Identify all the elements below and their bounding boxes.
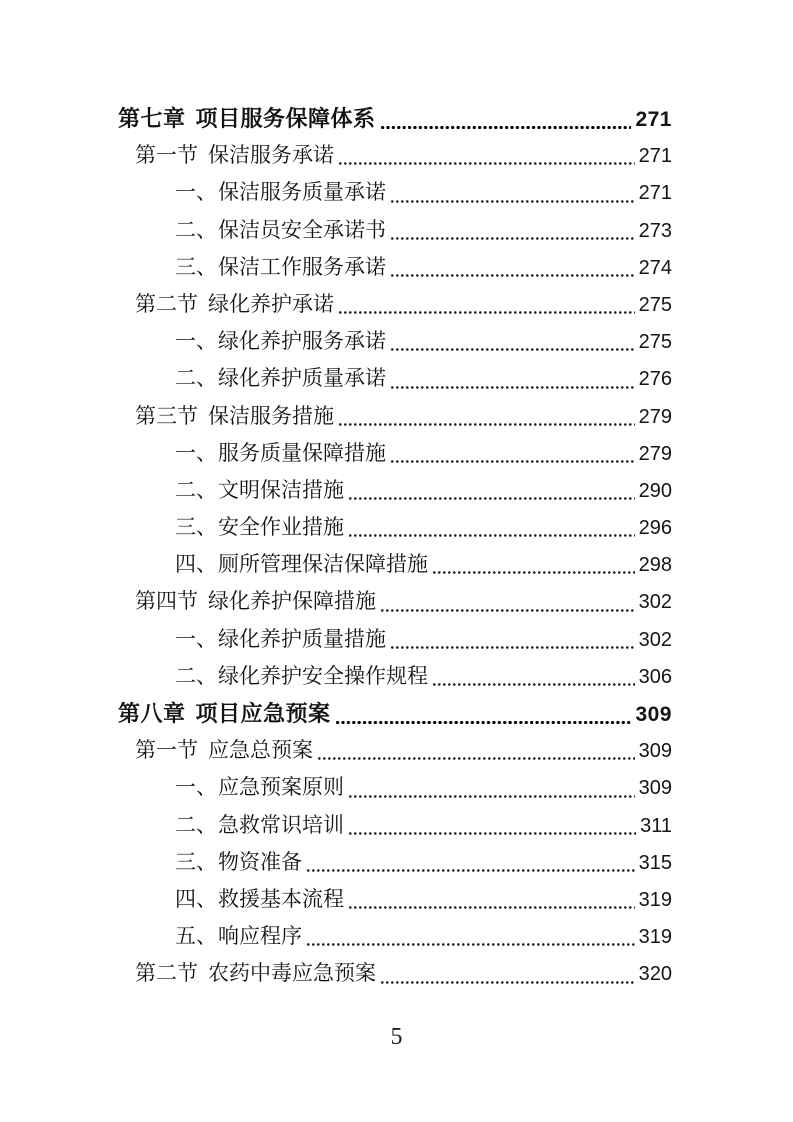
dot-leader bbox=[391, 460, 635, 463]
toc-entry[interactable] bbox=[118, 807, 672, 844]
page-number: 5 bbox=[390, 1024, 403, 1050]
toc-entry-title: 保洁服务承诺 bbox=[208, 143, 334, 168]
toc-entry-label: 一、 bbox=[175, 775, 217, 800]
toc-entry-title: 厕所管理保洁保障措施 bbox=[218, 552, 428, 577]
toc-entry[interactable] bbox=[118, 174, 672, 211]
dot-leader bbox=[391, 386, 635, 389]
toc-entry-page-number: 275 bbox=[638, 331, 672, 354]
toc-entry-title: 服务质量保障措施 bbox=[218, 440, 386, 465]
dot-leader bbox=[349, 497, 635, 500]
toc-entry[interactable] bbox=[118, 583, 672, 620]
dot-leader bbox=[339, 162, 635, 165]
dot-leader bbox=[381, 609, 635, 612]
toc-entry[interactable] bbox=[118, 918, 672, 955]
toc-entry-page-number: 309 bbox=[638, 740, 672, 763]
toc-entry-label: 第一节 bbox=[135, 738, 198, 763]
toc-entry-page-number: 309 bbox=[635, 703, 672, 726]
toc-entry[interactable] bbox=[118, 286, 672, 323]
toc-entry-page-number: 296 bbox=[638, 517, 672, 540]
dot-leader bbox=[433, 683, 635, 686]
dot-leader bbox=[349, 795, 635, 798]
toc-entry-label: 二、 bbox=[175, 366, 217, 391]
toc-entry[interactable] bbox=[118, 137, 672, 174]
toc-entry-page-number: 274 bbox=[638, 256, 672, 279]
toc-entry-page-number: 271 bbox=[638, 182, 672, 205]
dot-leader bbox=[349, 534, 635, 537]
toc-entry-title: 绿化养护服务承诺 bbox=[218, 329, 386, 354]
toc-entry-page-number: 290 bbox=[638, 479, 672, 502]
dot-leader bbox=[336, 721, 632, 724]
toc-entry-page-number: 298 bbox=[638, 554, 672, 577]
toc-entry-page-number: 271 bbox=[635, 108, 672, 131]
toc-entry-label: 一、 bbox=[175, 329, 217, 354]
toc-entry-label: 二、 bbox=[175, 663, 217, 688]
dot-leader bbox=[391, 646, 635, 649]
toc-entry[interactable] bbox=[118, 249, 672, 286]
toc-entry-title: 保洁工作服务承诺 bbox=[218, 254, 386, 279]
toc-entry[interactable] bbox=[118, 881, 672, 918]
toc-entry-label: 四、 bbox=[175, 552, 217, 577]
toc-entry-title: 绿化养护承诺 bbox=[208, 291, 334, 316]
toc-entry-page-number: 309 bbox=[638, 777, 672, 800]
toc-entry[interactable] bbox=[118, 435, 672, 472]
toc-entry-label: 一、 bbox=[175, 440, 217, 465]
toc-entry-title: 保洁服务质量承诺 bbox=[218, 180, 386, 205]
toc-entry-title: 农药中毒应急预案 bbox=[208, 961, 376, 986]
dot-leader bbox=[307, 943, 635, 946]
toc-entry-title: 应急总预案 bbox=[208, 738, 313, 763]
toc-entry[interactable] bbox=[118, 398, 672, 435]
toc-entry-title: 救援基本流程 bbox=[218, 886, 344, 911]
dot-leader bbox=[433, 571, 635, 574]
toc-entry-page-number: 302 bbox=[638, 591, 672, 614]
page-footer bbox=[0, 1024, 793, 1051]
table-of-contents bbox=[118, 100, 672, 993]
toc-entry-label: 第八章 bbox=[118, 701, 186, 726]
toc-entry-page-number: 273 bbox=[638, 219, 672, 242]
dot-leader bbox=[391, 237, 635, 240]
toc-entry[interactable] bbox=[118, 658, 672, 695]
toc-entry[interactable] bbox=[118, 323, 672, 360]
toc-entry-label: 二、 bbox=[175, 477, 217, 502]
toc-entry-title: 急救常识培训 bbox=[218, 812, 344, 837]
dot-leader bbox=[381, 126, 632, 129]
toc-entry[interactable] bbox=[118, 509, 672, 546]
toc-entry-label: 一、 bbox=[175, 180, 217, 205]
toc-entry[interactable] bbox=[118, 621, 672, 658]
toc-entry-label: 三、 bbox=[175, 254, 217, 279]
toc-entry-title: 项目服务保障体系 bbox=[195, 106, 376, 131]
toc-entry[interactable] bbox=[118, 695, 672, 732]
toc-entry[interactable] bbox=[118, 212, 672, 249]
toc-entry-page-number: 279 bbox=[638, 442, 672, 465]
toc-entry[interactable] bbox=[118, 100, 672, 137]
toc-entry-label: 第二节 bbox=[135, 961, 198, 986]
toc-entry-label: 二、 bbox=[175, 217, 217, 242]
toc-entry-page-number: 275 bbox=[638, 293, 672, 316]
toc-entry-label: 第三节 bbox=[135, 403, 198, 428]
toc-entry-label: 三、 bbox=[175, 515, 217, 540]
dot-leader bbox=[349, 906, 635, 909]
toc-entry-title: 应急预案原则 bbox=[218, 775, 344, 800]
dot-leader bbox=[381, 981, 635, 984]
toc-entry-label: 一、 bbox=[175, 626, 217, 651]
toc-entry-title: 保洁员安全承诺书 bbox=[218, 217, 386, 242]
toc-entry-title: 文明保洁措施 bbox=[218, 477, 344, 502]
toc-entry[interactable] bbox=[118, 472, 672, 509]
toc-entry[interactable] bbox=[118, 546, 672, 583]
toc-entry[interactable] bbox=[118, 769, 672, 806]
dot-leader bbox=[339, 423, 635, 426]
toc-entry-label: 第七章 bbox=[118, 106, 186, 131]
dot-leader bbox=[391, 274, 635, 277]
toc-entry-label: 第二节 bbox=[135, 291, 198, 316]
toc-entry-title: 绿化养护安全操作规程 bbox=[218, 663, 428, 688]
toc-entry-page-number: 271 bbox=[638, 145, 672, 168]
toc-entry-title: 物资准备 bbox=[218, 849, 302, 874]
toc-entry-title: 响应程序 bbox=[218, 924, 302, 949]
toc-entry-page-number: 319 bbox=[638, 926, 672, 949]
toc-entry-label: 四、 bbox=[175, 886, 217, 911]
toc-entry[interactable] bbox=[118, 360, 672, 397]
toc-entry-page-number: 319 bbox=[638, 888, 672, 911]
toc-entry-title: 绿化养护质量承诺 bbox=[218, 366, 386, 391]
toc-entry-label: 五、 bbox=[175, 924, 217, 949]
toc-entry-page-number: 306 bbox=[638, 665, 672, 688]
toc-entry-title: 项目应急预案 bbox=[195, 701, 331, 726]
toc-entry-label: 第四节 bbox=[135, 589, 198, 614]
toc-entry[interactable] bbox=[118, 732, 672, 769]
toc-entry-title: 安全作业措施 bbox=[218, 515, 344, 540]
toc-entry-title: 保洁服务措施 bbox=[208, 403, 334, 428]
toc-entry[interactable] bbox=[118, 955, 672, 992]
toc-entry-label: 三、 bbox=[175, 849, 217, 874]
dot-leader bbox=[391, 200, 635, 203]
toc-entry-label: 第一节 bbox=[135, 143, 198, 168]
toc-entry-title: 绿化养护保障措施 bbox=[208, 589, 376, 614]
toc-entry-page-number: 276 bbox=[638, 368, 672, 391]
dot-leader bbox=[339, 311, 635, 314]
toc-entry-page-number: 311 bbox=[640, 814, 672, 837]
toc-entry-page-number: 320 bbox=[638, 963, 672, 986]
toc-entry[interactable] bbox=[118, 844, 672, 881]
dot-leader bbox=[391, 348, 635, 351]
toc-entry-page-number: 302 bbox=[638, 628, 672, 651]
toc-entry-page-number: 315 bbox=[638, 851, 672, 874]
toc-entry-label: 二、 bbox=[175, 812, 217, 837]
toc-entry-title: 绿化养护质量措施 bbox=[218, 626, 386, 651]
toc-entry-page-number: 279 bbox=[638, 405, 672, 428]
dot-leader bbox=[307, 869, 635, 872]
dot-leader bbox=[349, 832, 636, 835]
dot-leader bbox=[318, 757, 635, 760]
